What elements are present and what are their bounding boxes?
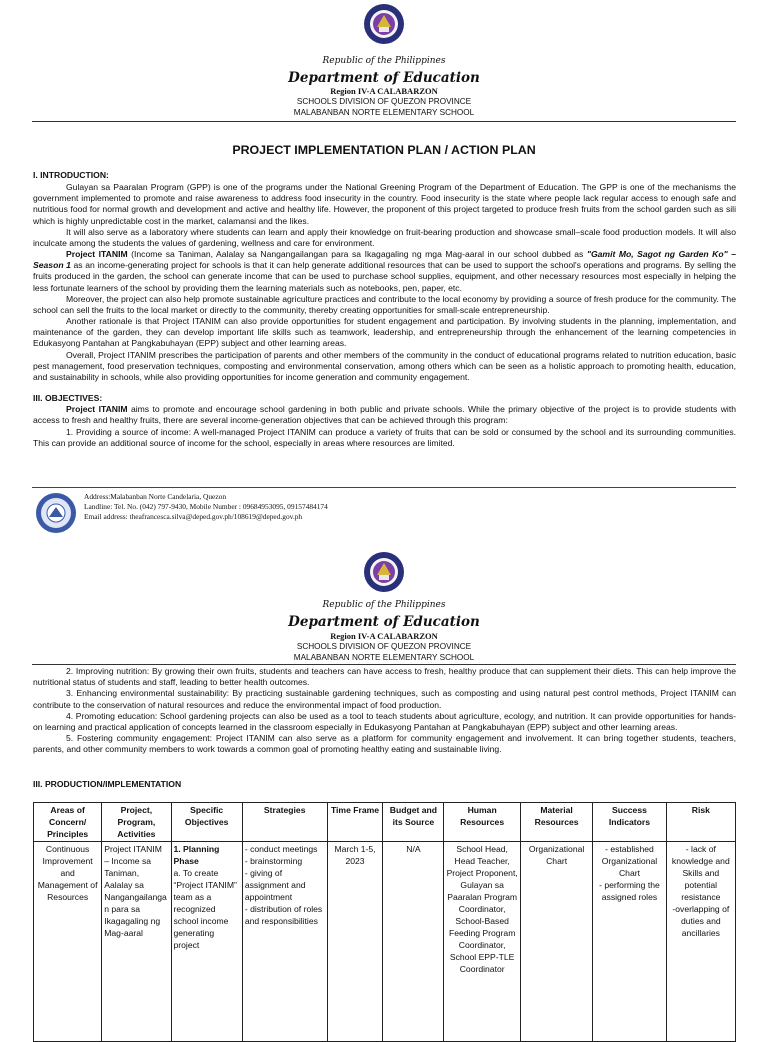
col-header: Project, Program, Activities — [102, 803, 171, 842]
cell-risk — [666, 842, 735, 1042]
cell-material: Organizational Chart — [520, 842, 592, 1042]
header-divider — [32, 664, 736, 665]
cell-human: School Head, Head Teacher, Project Proponent, Gulayan sa Paaralan Program Coordinator, School-Based Feeding Program Coordinator, School EPP-TLE Coordinator — [444, 842, 521, 1042]
page-footer — [32, 487, 736, 535]
cell-area: Continuous Improvement and Management of Resources — [34, 842, 102, 1042]
department-label: Department of Education — [288, 614, 480, 630]
deped-seal-icon — [363, 3, 405, 45]
strategy-item: - conduct meetings — [244, 844, 318, 855]
intro-paragraph: Gulayan sa Paaralan Program (GPP) is one of the programs under the National Greening Program of the Department of Education. The GPP is one of the mechanisms the government implemented to promote and raise awareness to address food insecurity in the country. Food insecurity is the state where people lack regular access to enough safe and nutritious food for normal growth and development and active and healthy life. However, the proponent of this project targeted to produce fresh fruits from the school garden such as sili which is highly unpredictable cost in the market, calamansi and the likes. — [33, 182, 736, 226]
col-header: Material Resources — [520, 803, 592, 842]
col-header: Strategies — [242, 803, 327, 842]
footer-landline: Landline: Tel. No. (042) 797-9430, Mobile Number : 09684953095, 09157484174 — [84, 502, 328, 511]
school-logo-icon — [34, 491, 78, 535]
objectives-heading: III. OBJECTIVES: — [33, 393, 103, 404]
department-label: Department of Education — [288, 70, 480, 86]
strategy-item: - distribution of roles and responsibilities — [244, 904, 323, 927]
objectives-continued — [33, 666, 736, 755]
strategy-item: - giving of assignment and appointment — [244, 868, 306, 903]
itanim-expansion: (Income sa Taniman, Aalalay sa Nangangailangan para sa Ikagagaling ng mga Mag-aaral in our school dubbed as — [127, 249, 587, 260]
republic-label: Republic of the Philippines — [322, 600, 446, 610]
region-label: Region IV-A CALABARZON — [330, 631, 438, 641]
col-header: Budget and its Source — [383, 803, 444, 842]
itanim-name: Project ITANIM — [66, 404, 128, 415]
production-heading: III. PRODUCTION/IMPLEMENTATION — [33, 779, 182, 789]
cell-time: March 1-5, 2023 — [327, 842, 383, 1042]
footer-address: Address:Malabanban Norte Candelaria, Quezon — [84, 492, 227, 501]
header-divider — [32, 121, 736, 122]
itanim-season-title: "Gamit Mo, Sagot ng Garden Ko" – Season 1 — [33, 249, 736, 271]
cell-objective — [171, 842, 242, 1042]
objectives-intro-text: aims to promote and encourage school gardening in both public and private schools. While the primary objective of the project is to provide students with access to fresh and healthy fruits, there are several income-generation objectives that can be achieved through this program: — [33, 404, 736, 426]
success-item: - performing the assigned roles — [599, 880, 660, 903]
objective-item: 3. Enhancing environmental sustainability: By practicing sustainable gardening techniques, such as composting and using natural pest control methods, Project ITANIM can contribute to the conservation of natural resources and reduce the environmental impact of food production. — [33, 688, 736, 710]
objectives-intro — [33, 404, 736, 426]
objective-item: 1. Providing a source of income: A well-managed Project ITANIM can produce a variety of fruits that can be sold or consumed by the school and its surrounding communities. This can provide an additional source of income for the school, especially in areas where resources are limited. — [33, 426, 736, 448]
republic-label: Republic of the Philippines — [322, 56, 446, 66]
itanim-name: Project ITANIM — [66, 249, 128, 260]
success-item: - established Organizational Chart — [601, 844, 658, 879]
region-label: Region IV-A CALABARZON — [330, 86, 438, 96]
col-header: Success Indicators — [593, 803, 666, 842]
deped-seal-icon — [363, 551, 405, 593]
intro-paragraph: Another rationale is that Project ITANIM can also provide opportunities for student engagement and participation. By involving students in the planning, implementation, and maintenance of the garden, they can develop important life skills such as teamwork, leadership, and entrepreneurship through the enhancement of the learning competencies in Edukasyong Pantahan at Pangkabuhayan (EPP) subject and other learning areas. — [33, 316, 736, 349]
intro-paragraph: It will also serve as a laboratory where students can learn and apply their knowledge on fruit-bearing production and showcase small–scale food production models. It will also inculcate among the students the values of gardening, wellness and care for environment. — [33, 226, 736, 248]
itanim-paragraph — [33, 249, 736, 294]
action-plan-table — [33, 802, 736, 1042]
introduction-heading: I. INTRODUCTION: — [33, 170, 109, 180]
cell-strategies — [242, 842, 327, 1042]
col-header: Areas of Concern/ Principles — [34, 803, 102, 842]
cell-program: Project ITANIM – Income sa Taniman, Aalalay sa Nangangailanga n para sa Ikagagaling ng Mag-aaral — [102, 842, 171, 1042]
objective-item: 5. Fostering community engagement: Project ITANIM can also serve as a platform for community engagement and involvement. It can bring together students, teachers, parents, and other community members to work towards a common goal of promoting healthy eating and sustainable living. — [33, 733, 736, 755]
table-header-row — [34, 803, 736, 842]
division-label: SCHOOLS DIVISION OF QUEZON PROVINCE — [296, 97, 472, 106]
intro-paragraph: Overall, Project ITANIM prescribes the participation of parents and other members of the community in the conduct of educational programs related to nutrition education, basic pest management, food preservation techniques, composting and environmental conservation, among others which can be seen as a holistic approach to promoting health, education, and sustainability in schools, while also providing opportunities for income generation and community engagement. — [33, 349, 736, 382]
footer-email: Email address: theafrancesca.silva@deped.gov.ph/108619@deped.gov.ph — [84, 512, 303, 521]
objective-item: 4. Promoting education: School gardening projects can also be used as a tool to teach students about agriculture, ecology, and nutrition. It can provide opportunities for hands-on learning and practical application of concepts learned in the classroom especially in Edukasyong Pantahan at Pangkabuhayan (EPP) subject and other learning areas. — [33, 710, 736, 732]
introduction-body — [33, 182, 736, 449]
risk-item: - lack of knowledge and Skills and potential resistance — [671, 844, 730, 903]
col-header: Specific Objectives — [171, 803, 242, 842]
document-title: PROJECT IMPLEMENTATION PLAN / ACTION PLAN — [232, 143, 536, 157]
objective-text: a. To create “Project ITANIM” team as a recognized school income generating project — [173, 868, 237, 951]
col-header: Risk — [666, 803, 735, 842]
cell-budget: N/A — [383, 842, 444, 1042]
risk-item: -overlapping of duties and ancillaries — [672, 904, 730, 939]
objective-item: 2. Improving nutrition: By growing their own fruits, students and teachers can have access to fresh, healthy produce that can supplement their diets. This can help improve the nutritional status of students and staff, leading to better health outcomes. — [33, 666, 736, 688]
planning-phase-label: 1. Planning Phase — [173, 844, 220, 867]
table-row — [34, 842, 736, 1042]
strategy-item: - brainstorming — [244, 856, 303, 867]
school-label: MALABANBAN NORTE ELEMENTARY SCHOOL — [293, 653, 475, 662]
col-header: Human Resources — [444, 803, 521, 842]
col-header: Time Frame — [327, 803, 383, 842]
division-label: SCHOOLS DIVISION OF QUEZON PROVINCE — [296, 642, 472, 651]
intro-paragraph: Moreover, the project can also help promote sustainable agriculture practices and contribute to the local economy by providing a source of fresh produce for the community. The school can sell the fruits to the local market or directly to the community, thereby creating opportunities for small-scale entrepreneurship. — [33, 293, 736, 315]
footer-divider — [32, 487, 736, 488]
itanim-rest: as an income-generating project for schools is that it can help generate additional resources that can be used to support the school's operations and programs. By selling the fruits produced in the garden, the school can generate income that can be used to purchase school supplies, equipment, and other necessary resources most especially in helping the less fortunate learners of the school by providing them the learning materials such as notebooks, pen, paper, etc. — [33, 260, 736, 293]
school-label: MALABANBAN NORTE ELEMENTARY SCHOOL — [293, 108, 475, 117]
cell-success — [593, 842, 666, 1042]
